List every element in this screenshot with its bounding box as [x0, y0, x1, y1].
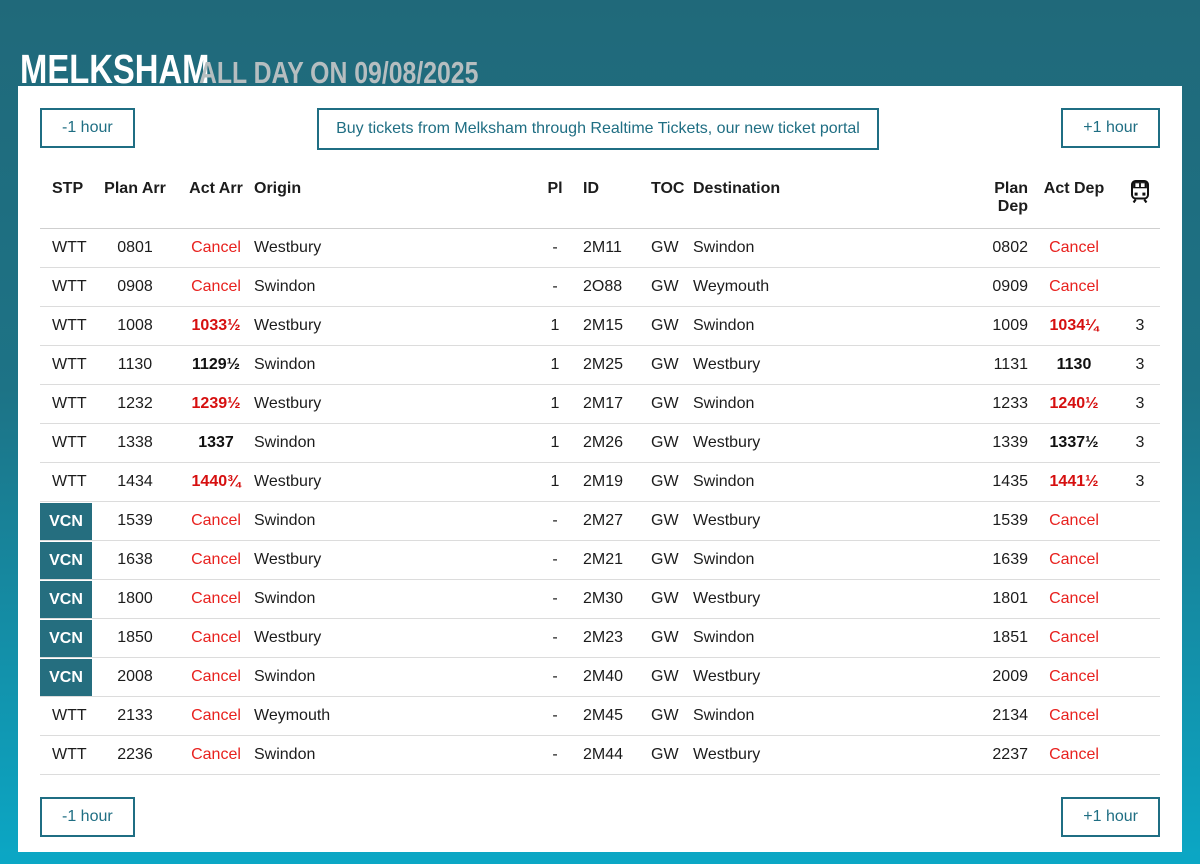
cell-act-arr: Cancel	[191, 590, 241, 607]
cell-act-dep: 1240½	[1049, 395, 1099, 412]
cell-act-arr: Cancel	[191, 239, 241, 256]
cell-plan-arr: 0801	[117, 239, 153, 256]
cell-plan-dep: 2134	[992, 707, 1028, 724]
buy-tickets-banner[interactable]: Buy tickets from Melksham through Realtime Tickets, our new ticket portal	[317, 108, 879, 150]
cell-destination: Swindon	[693, 629, 755, 646]
stp-badge: VCN	[40, 542, 92, 579]
cell-pl: -	[552, 668, 558, 685]
table-row[interactable]	[40, 580, 1160, 619]
table-row[interactable]	[40, 385, 1160, 424]
cell-destination: Swindon	[693, 395, 755, 412]
cell-pl: -	[552, 278, 558, 295]
cell-plan-arr: 1850	[117, 629, 153, 646]
train-icon	[1120, 180, 1160, 203]
table-row[interactable]	[40, 307, 1160, 346]
cell-plan-arr: 2133	[117, 707, 153, 724]
cell-id: 2M40	[583, 668, 624, 685]
cell-plan-arr: 2236	[117, 746, 153, 763]
cell-plan-arr: 2008	[117, 668, 153, 685]
cell-origin: Westbury	[254, 473, 322, 490]
cell-toc: GW	[651, 512, 679, 529]
cell-origin: Swindon	[254, 356, 316, 373]
cell-toc: GW	[651, 590, 679, 607]
cell-act-dep: Cancel	[1049, 512, 1099, 529]
cell-act-arr: 1239½	[191, 395, 241, 412]
table-row[interactable]	[40, 268, 1160, 307]
cell-toc: GW	[651, 473, 679, 490]
cell-origin: Swindon	[254, 434, 316, 451]
cell-act-dep: Cancel	[1049, 278, 1099, 295]
cell-destination: Westbury	[693, 668, 761, 685]
cell-destination: Westbury	[693, 512, 761, 529]
header-origin: Origin	[254, 180, 302, 197]
stp-badge: VCN	[40, 620, 92, 657]
table-row[interactable]	[40, 502, 1160, 541]
cell-origin: Weymouth	[254, 707, 331, 724]
cell-toc: GW	[651, 278, 679, 295]
cell-id: 2M15	[583, 317, 624, 334]
cell-plan-dep: 1233	[992, 395, 1028, 412]
cell-destination: Swindon	[693, 317, 755, 334]
cell-plan-dep: 1539	[992, 512, 1028, 529]
cell-origin: Swindon	[254, 512, 316, 529]
cell-stp: WTT	[52, 707, 87, 724]
cell-stp	[40, 541, 92, 579]
cell-coaches: 3	[1135, 356, 1145, 373]
cell-pl: 1	[550, 473, 560, 490]
cell-act-dep: 1034¼	[1049, 317, 1099, 334]
cell-act-arr: Cancel	[191, 707, 241, 724]
services-table	[40, 176, 1160, 775]
cell-pl: 1	[550, 395, 560, 412]
table-row[interactable]	[40, 658, 1160, 697]
header-act-dep: Act Dep	[1043, 180, 1105, 197]
cell-toc: GW	[651, 395, 679, 412]
cell-pl: 1	[550, 317, 560, 334]
cell-stp: WTT	[52, 239, 87, 256]
cell-toc: GW	[651, 668, 679, 685]
cell-act-dep: Cancel	[1049, 239, 1099, 256]
cell-plan-dep: 2237	[992, 746, 1028, 763]
cell-plan-arr: 1434	[117, 473, 153, 490]
cell-stp	[40, 658, 92, 696]
cell-origin: Swindon	[254, 590, 316, 607]
cell-plan-arr: 1638	[117, 551, 153, 568]
next-hour-button[interactable]: +1 hour	[1061, 108, 1160, 148]
top-controls	[40, 108, 1160, 150]
cell-plan-arr: 1008	[117, 317, 153, 334]
cell-id: 2M44	[583, 746, 624, 763]
prev-hour-button-bottom[interactable]: -1 hour	[40, 797, 135, 837]
header-stp: STP	[52, 180, 84, 197]
cell-act-dep: 1337½	[1049, 434, 1099, 451]
cell-plan-arr: 0908	[117, 278, 153, 295]
results-card	[18, 86, 1182, 852]
cell-act-arr: Cancel	[191, 668, 241, 685]
cell-coaches: 3	[1135, 395, 1145, 412]
cell-toc: GW	[651, 629, 679, 646]
cell-stp: WTT	[52, 356, 87, 373]
cell-act-dep: Cancel	[1049, 668, 1099, 685]
cell-plan-dep: 1009	[992, 317, 1028, 334]
cell-act-arr: Cancel	[191, 551, 241, 568]
cell-plan-dep: 1131	[993, 356, 1028, 373]
table-row[interactable]	[40, 463, 1160, 502]
cell-destination: Swindon	[693, 551, 755, 568]
cell-origin: Swindon	[254, 668, 316, 685]
header-act-arr: Act Arr	[189, 180, 243, 197]
header-destination: Destination	[693, 180, 781, 197]
cell-id: 2M27	[583, 512, 624, 529]
cell-destination: Swindon	[693, 239, 755, 256]
cell-stp: WTT	[52, 473, 87, 490]
table-header-row	[40, 176, 1160, 229]
cell-plan-dep: 1851	[992, 629, 1028, 646]
cell-stp: WTT	[52, 278, 87, 295]
table-body	[40, 229, 1160, 775]
cell-destination: Westbury	[693, 434, 761, 451]
cell-stp: WTT	[52, 317, 87, 334]
cell-pl: -	[552, 707, 558, 724]
cell-act-dep: 1441½	[1049, 473, 1099, 490]
cell-pl: 1	[550, 434, 560, 451]
cell-act-dep: 1130	[1056, 356, 1092, 373]
cell-act-dep: Cancel	[1049, 746, 1099, 763]
stp-badge: VCN	[40, 659, 92, 696]
cell-plan-dep: 1435	[992, 473, 1028, 490]
bottom-controls	[40, 797, 1160, 857]
cell-origin: Westbury	[254, 239, 322, 256]
next-hour-button-bottom[interactable]: +1 hour	[1061, 797, 1160, 837]
cell-toc: GW	[651, 317, 679, 334]
cell-stp: WTT	[52, 395, 87, 412]
cell-act-dep: Cancel	[1049, 551, 1099, 568]
cell-plan-dep: 1639	[992, 551, 1028, 568]
cell-toc: GW	[651, 551, 679, 568]
cell-pl: -	[552, 746, 558, 763]
cell-plan-arr: 1232	[117, 395, 153, 412]
prev-hour-button[interactable]: -1 hour	[40, 108, 135, 148]
cell-id: 2M11	[583, 239, 622, 256]
cell-stp	[40, 502, 92, 540]
cell-id: 2M30	[583, 590, 624, 607]
cell-plan-arr: 1338	[117, 434, 153, 451]
cell-act-arr: 1129½	[191, 356, 241, 373]
cell-coaches: 3	[1135, 434, 1145, 451]
header-platform: Pl	[547, 180, 563, 197]
cell-coaches: 3	[1135, 317, 1145, 334]
cell-pl: -	[552, 590, 558, 607]
cell-coaches: 3	[1135, 473, 1145, 490]
station-title: MELKSHAM	[20, 46, 210, 92]
cell-toc: GW	[651, 746, 679, 763]
cell-act-arr: Cancel	[191, 629, 241, 646]
table-row[interactable]	[40, 541, 1160, 580]
cell-id: 2M25	[583, 356, 624, 373]
header-plan-arr: Plan Arr	[104, 180, 166, 197]
header-plan-dep: Plan Dep	[994, 180, 1028, 215]
header-toc: TOC	[651, 180, 685, 197]
cell-stp	[40, 619, 92, 657]
cell-pl: -	[552, 629, 558, 646]
cell-id: 2M19	[583, 473, 624, 490]
cell-plan-arr: 1539	[117, 512, 153, 529]
cell-origin: Westbury	[254, 629, 322, 646]
cell-act-arr: 1337	[198, 434, 234, 451]
cell-plan-arr: 1130	[117, 356, 153, 373]
cell-act-arr: 1033½	[191, 317, 241, 334]
cell-origin: Westbury	[254, 317, 322, 334]
cell-origin: Swindon	[254, 278, 316, 295]
cell-toc: GW	[651, 356, 679, 373]
cell-stp	[40, 580, 92, 618]
cell-pl: -	[552, 239, 558, 256]
cell-destination: Swindon	[693, 707, 755, 724]
cell-id: 2M21	[583, 551, 624, 568]
cell-destination: Westbury	[693, 356, 761, 373]
stp-badge: VCN	[40, 503, 92, 540]
table-row[interactable]	[40, 736, 1160, 775]
cell-act-arr: Cancel	[191, 278, 241, 295]
cell-id: 2M23	[583, 629, 624, 646]
cell-plan-dep: 0802	[992, 239, 1028, 256]
cell-pl: -	[552, 512, 558, 529]
cell-id: 2O88	[583, 278, 623, 295]
table-row[interactable]	[40, 697, 1160, 736]
stp-badge: VCN	[40, 581, 92, 618]
cell-stp: WTT	[52, 746, 87, 763]
cell-origin: Swindon	[254, 746, 316, 763]
header-id: ID	[583, 180, 599, 197]
cell-act-dep: Cancel	[1049, 590, 1099, 607]
cell-origin: Westbury	[254, 395, 322, 412]
cell-plan-dep: 1339	[992, 434, 1028, 451]
cell-plan-dep: 1801	[992, 590, 1028, 607]
table-row[interactable]	[40, 229, 1160, 268]
cell-toc: GW	[651, 239, 679, 256]
cell-act-dep: Cancel	[1049, 707, 1099, 724]
cell-act-arr: 1440¾	[191, 473, 241, 490]
cell-act-dep: Cancel	[1049, 629, 1099, 646]
cell-plan-dep: 0909	[992, 278, 1028, 295]
cell-id: 2M26	[583, 434, 624, 451]
cell-pl: -	[552, 551, 558, 568]
table-row[interactable]	[40, 619, 1160, 658]
cell-toc: GW	[651, 434, 679, 451]
cell-plan-dep: 2009	[992, 668, 1028, 685]
cell-destination: Westbury	[693, 590, 761, 607]
cell-act-arr: Cancel	[191, 746, 241, 763]
table-row[interactable]	[40, 346, 1160, 385]
cell-destination: Weymouth	[693, 278, 770, 295]
cell-id: 2M45	[583, 707, 624, 724]
cell-act-arr: Cancel	[191, 512, 241, 529]
cell-stp: WTT	[52, 434, 87, 451]
cell-pl: 1	[550, 356, 560, 373]
masthead	[0, 0, 1200, 92]
cell-toc: GW	[651, 707, 679, 724]
cell-origin: Westbury	[254, 551, 322, 568]
cell-plan-arr: 1800	[117, 590, 153, 607]
date-range-subtitle: ALL DAY ON 09/08/2025	[198, 55, 479, 90]
cell-destination: Westbury	[693, 746, 761, 763]
table-row[interactable]	[40, 424, 1160, 463]
cell-id: 2M17	[583, 395, 624, 412]
cell-destination: Swindon	[693, 473, 755, 490]
